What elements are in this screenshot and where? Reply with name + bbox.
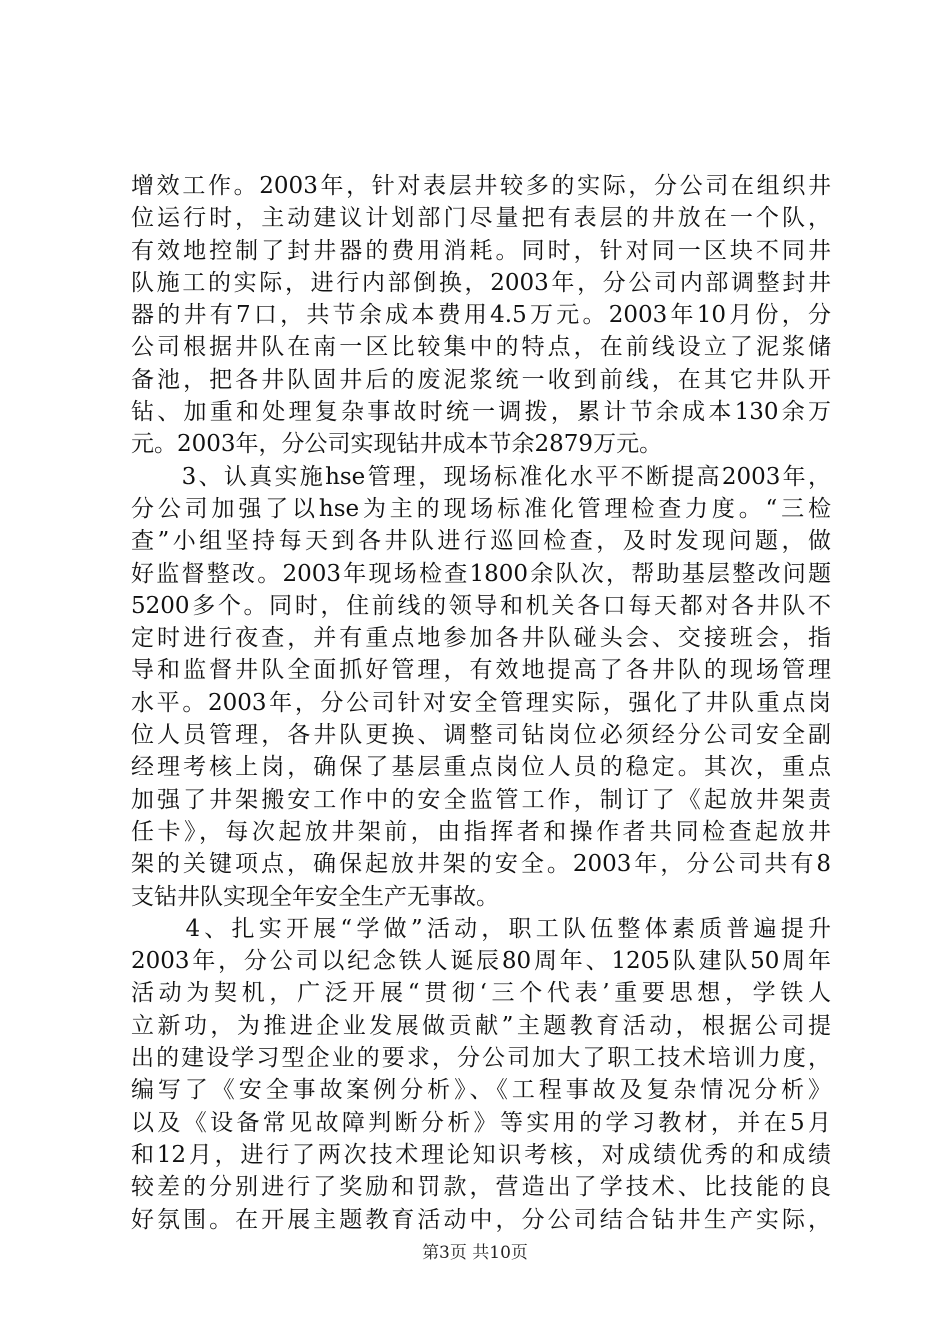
text-line: 分公司加强了以hse为主的现场标准化管理检查力度。“三检 <box>131 495 831 522</box>
text-line: 出的建设学习型企业的要求，分公司加大了职工技术培训力度， <box>131 1045 831 1072</box>
text-line: 队施工的实际，进行内部倒换，2003年，分公司内部调整封井 <box>131 269 831 296</box>
section-heading-line: 4、扎实开展“学做”活动，职工队伍整体素质普遍提升 <box>131 915 831 942</box>
text-line: 好氛围。在开展主题教育活动中，分公司结合钻井生产实际， <box>131 1206 831 1233</box>
page-number-footer: 第3页 共10页 <box>422 1243 528 1263</box>
section-heading-line: 3、认真实施hse管理，现场标准化水平不断提高2003年， <box>131 463 831 490</box>
text-line: 查”小组坚持每天到各井队进行巡回检查，及时发现问题，做 <box>131 528 831 555</box>
text-line: 立新功，为推进企业发展做贡献”主题教育活动，根据公司提 <box>131 1012 831 1039</box>
document-body <box>131 170 831 1236</box>
text-line: 位运行时，主动建议计划部门尽量把有表层的井放在一个队， <box>131 205 831 232</box>
text-line: 架的关键项点，确保起放井架的安全。2003年，分公司共有8 <box>131 851 831 878</box>
text-line: 有效地控制了封井器的费用消耗。同时，针对同一区块不同井 <box>131 237 831 264</box>
text-line: 5200多个。同时，住前线的领导和机关各口每天都对各井队不 <box>131 592 831 619</box>
text-line: 水平。2003年，分公司针对安全管理实际，强化了井队重点岗 <box>131 689 831 716</box>
text-line: 器的井有7口，共节余成本费用4.5万元。2003年10月份，分 <box>131 302 831 329</box>
text-line: 编写了《安全事故案例分析》、《工程事故及复杂情况分析》 <box>131 1077 831 1104</box>
text-line: 较差的分别进行了奖励和罚款，营造出了学技术、比技能的良 <box>131 1174 831 1201</box>
text-line: 钻、加重和处理复杂事故时统一调拨，累计节余成本130余万 <box>131 399 831 426</box>
text-line: 和12月，进行了两次技术理论知识考核，对成绩优秀的和成绩 <box>131 1141 831 1168</box>
text-line: 定时进行夜查，并有重点地参加各井队碰头会、交接班会，指 <box>131 625 831 652</box>
text-line: 元。2003年，分公司实现钻井成本节余2879万元。 <box>131 431 663 458</box>
text-line: 导和监督井队全面抓好管理，有效地提高了各井队的现场管理 <box>131 657 831 684</box>
text-line: 2003年，分公司以纪念铁人诞辰80周年、1205队建队50周年 <box>131 948 831 975</box>
text-line: 以及《设备常见故障判断分析》等实用的学习教材，并在5月 <box>131 1109 831 1136</box>
text-line: 经理考核上岗，确保了基层重点岗位人员的稳定。其次，重点 <box>131 754 831 781</box>
text-line: 好监督整改。2003年现场检查1800余队次，帮助基层整改问题 <box>131 560 831 587</box>
text-line: 备池，把各井队固井后的废泥浆统一收到前线，在其它井队开 <box>131 366 831 393</box>
text-line: 增效工作。2003年，针对表层井较多的实际，分公司在组织井 <box>131 173 831 199</box>
text-line: 位人员管理，各井队更换、调整司钻岗位必须经分公司安全副 <box>131 722 831 749</box>
text-line: 加强了井架搬安工作中的安全监管工作，制订了《起放井架责 <box>131 786 831 813</box>
text-line: 支钻井队实现全年安全生产无事故。 <box>131 883 499 910</box>
text-line: 公司根据井队在南一区比较集中的特点，在前线设立了泥浆储 <box>131 334 831 361</box>
text-line: 任卡》，每次起放井架前，由指挥者和操作者共同检查起放井 <box>131 818 831 845</box>
text-line: 活动为契机，广泛开展“贯彻‘三个代表’重要思想，学铁人 <box>131 980 831 1007</box>
